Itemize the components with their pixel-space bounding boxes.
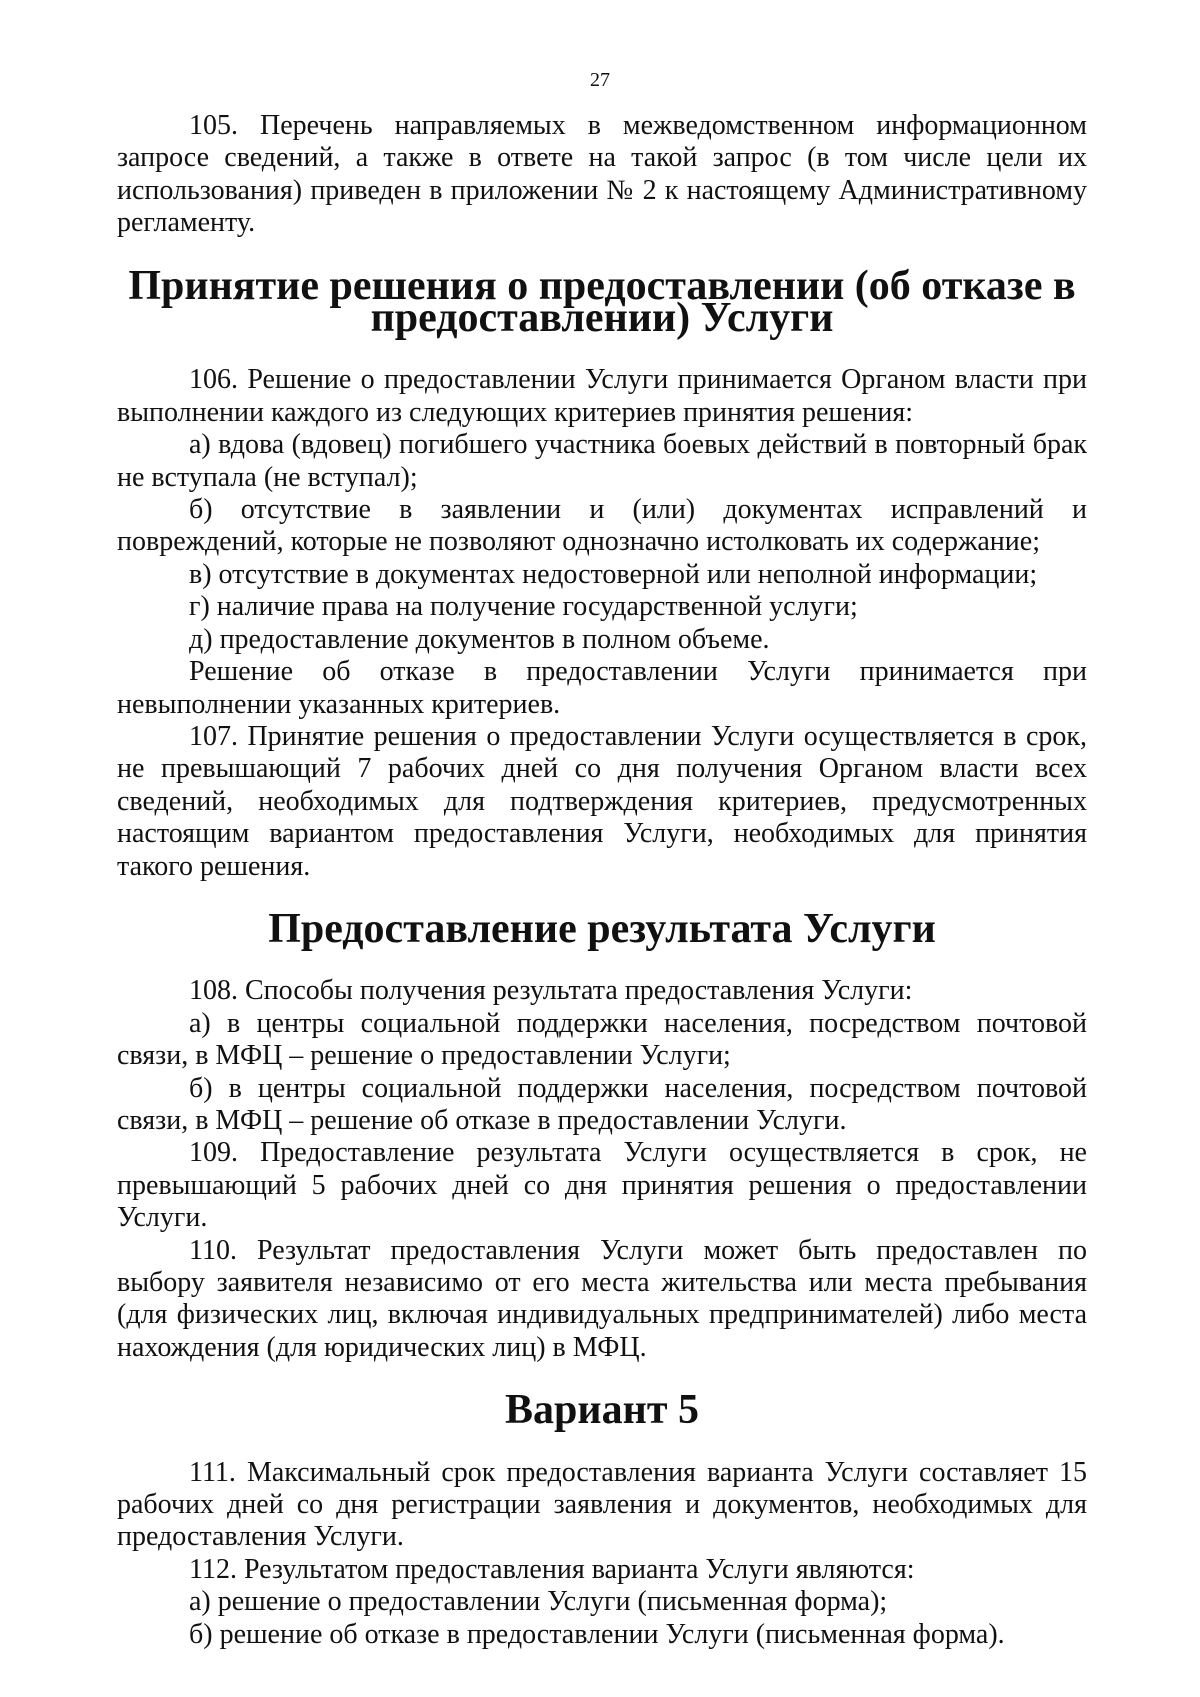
paragraph-108-a: а) в центры социальной поддержки населения, посредством почтовой связи, в МФЦ – решение о предоставлении Услуги; xyxy=(117,1007,1087,1072)
paragraph-108-b: б) в центры социальной поддержки населения, посредством почтовой связи, в МФЦ – решение об отказе в предоставлении Услуги. xyxy=(117,1072,1087,1136)
paragraph-106-d: д) предоставление документов в полном объеме. xyxy=(189,623,770,655)
paragraph-105: 105. Перечень направляемых в межведомственном информационном запросе сведений, а также в ответе на такой запрос (в том числе цели их использования) приведен в приложении № 2 к настоящему Административному регламенту. xyxy=(117,110,1087,239)
paragraph-106-b: б) отсутствие в заявлении и (или) документах исправлений и повреждений, которые не позволяют однозначно истолковать их содержание; xyxy=(117,494,1087,558)
paragraph-108: 108. Способы получения результата предоставления Услуги: xyxy=(189,975,913,1007)
paragraph-106-g: г) наличие права на получение государственной услуги; xyxy=(189,591,858,623)
document-body xyxy=(117,110,1087,1651)
paragraph-112-a: а) решение о предоставлении Услуги (письменная форма); xyxy=(189,1586,888,1618)
paragraph-106-refusal: Решение об отказе в предоставлении Услуги принимается при невыполнении указанных критериев. xyxy=(117,656,1087,720)
paragraph-112-b: б) решение об отказе в предоставлении Услуги (письменная форма). xyxy=(189,1618,1005,1650)
paragraph-110: 110. Результат предоставления Услуги может быть предоставлен по выбору заявителя независимо от его места жительства или места пребывания (для физических лиц, включая индивидуальных предпринимателей) либо места нахождения (для юридических лиц) в МФЦ. xyxy=(117,1234,1087,1363)
paragraph-106-a: а) вдова (вдовец) погибшего участника боевых действий в повторный брак не вступала (не вступал); xyxy=(117,429,1087,493)
paragraph-111: 111. Максимальный срок предоставления варианта Услуги составляет 15 рабочих дней со дня регистрации заявления и документов, необходимых для предоставления Услуги. xyxy=(117,1456,1087,1553)
heading-decision: Принятие решения о предоставлении (об отказе в предоставлении) Услуги xyxy=(128,262,1076,342)
paragraph-107: 107. Принятие решения о предоставлении Услуги осуществляется в срок, не превышающий 7 рабочих дней со дня получения Органом власти всех сведений, необходимых для подтверждения критериев, предусмотренных настоящим вариантом предоставления Услуги, необходимых для принятия такого решения. xyxy=(117,720,1087,882)
heading-variant-5: Вариант 5 xyxy=(505,1387,699,1434)
paragraph-106-v: в) отсутствие в документах недостоверной или неполной информации; xyxy=(189,558,1038,590)
paragraph-109: 109. Предоставление результата Услуги осуществляется в срок, не превышающий 5 рабочих дней со дня принятия решения о предоставлении Услуги. xyxy=(117,1137,1087,1234)
paragraph-112: 112. Результатом предоставления варианта Услуги являются: xyxy=(189,1553,915,1585)
heading-result: Предоставление результата Услуги xyxy=(268,905,936,952)
paragraph-106: 106. Решение о предоставлении Услуги принимается Органом власти при выполнении каждого из следующих критериев принятия решения: xyxy=(117,364,1087,428)
page-number: 27 xyxy=(590,69,610,91)
